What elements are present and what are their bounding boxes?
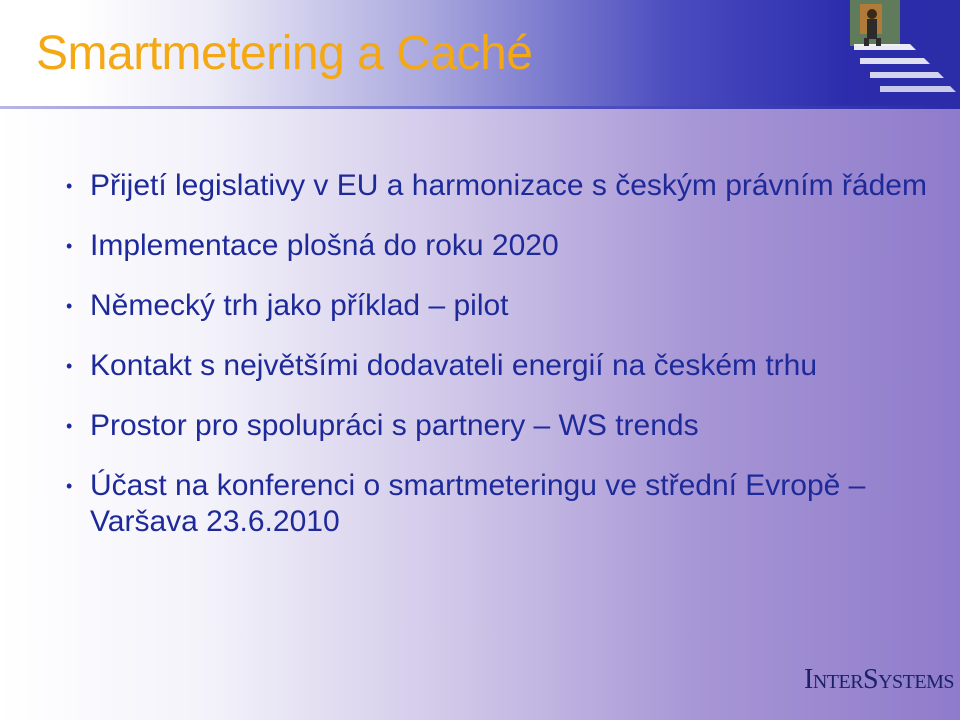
bullet-item: • Prostor pro spolupráci s partnery – WS trends: [66, 409, 699, 442]
brand-name: InterSystems: [804, 664, 955, 695]
bullet-dot-icon: •: [66, 416, 73, 436]
bullet-item: • Účast na konferenci o smartmeteringu ve střední Evropě – Varšava 23.6.2010: [66, 469, 866, 538]
bullet-dot-icon: •: [66, 356, 73, 376]
intersystems-logo: [804, 660, 955, 700]
bullet-item: • Přijetí legislativy v EU a harmonizace s českým právním řádem: [66, 169, 927, 202]
bullet-dot-icon: •: [66, 176, 73, 196]
bullet-list: [66, 168, 936, 564]
bullet-dot-icon: •: [66, 476, 73, 496]
staircase-climber-icon: [820, 0, 960, 104]
header-divider: [0, 106, 960, 109]
bullet-dot-icon: •: [66, 236, 73, 256]
slide-title: Smartmetering a Caché: [36, 27, 533, 80]
bullet-item: • Německý trh jako příklad – pilot: [66, 289, 509, 322]
bullet-item: • Kontakt s největšími dodavateli energií na českém trhu: [66, 349, 818, 382]
bullet-dot-icon: •: [66, 296, 73, 316]
bullet-item: • Implementace plošná do roku 2020: [66, 229, 559, 262]
